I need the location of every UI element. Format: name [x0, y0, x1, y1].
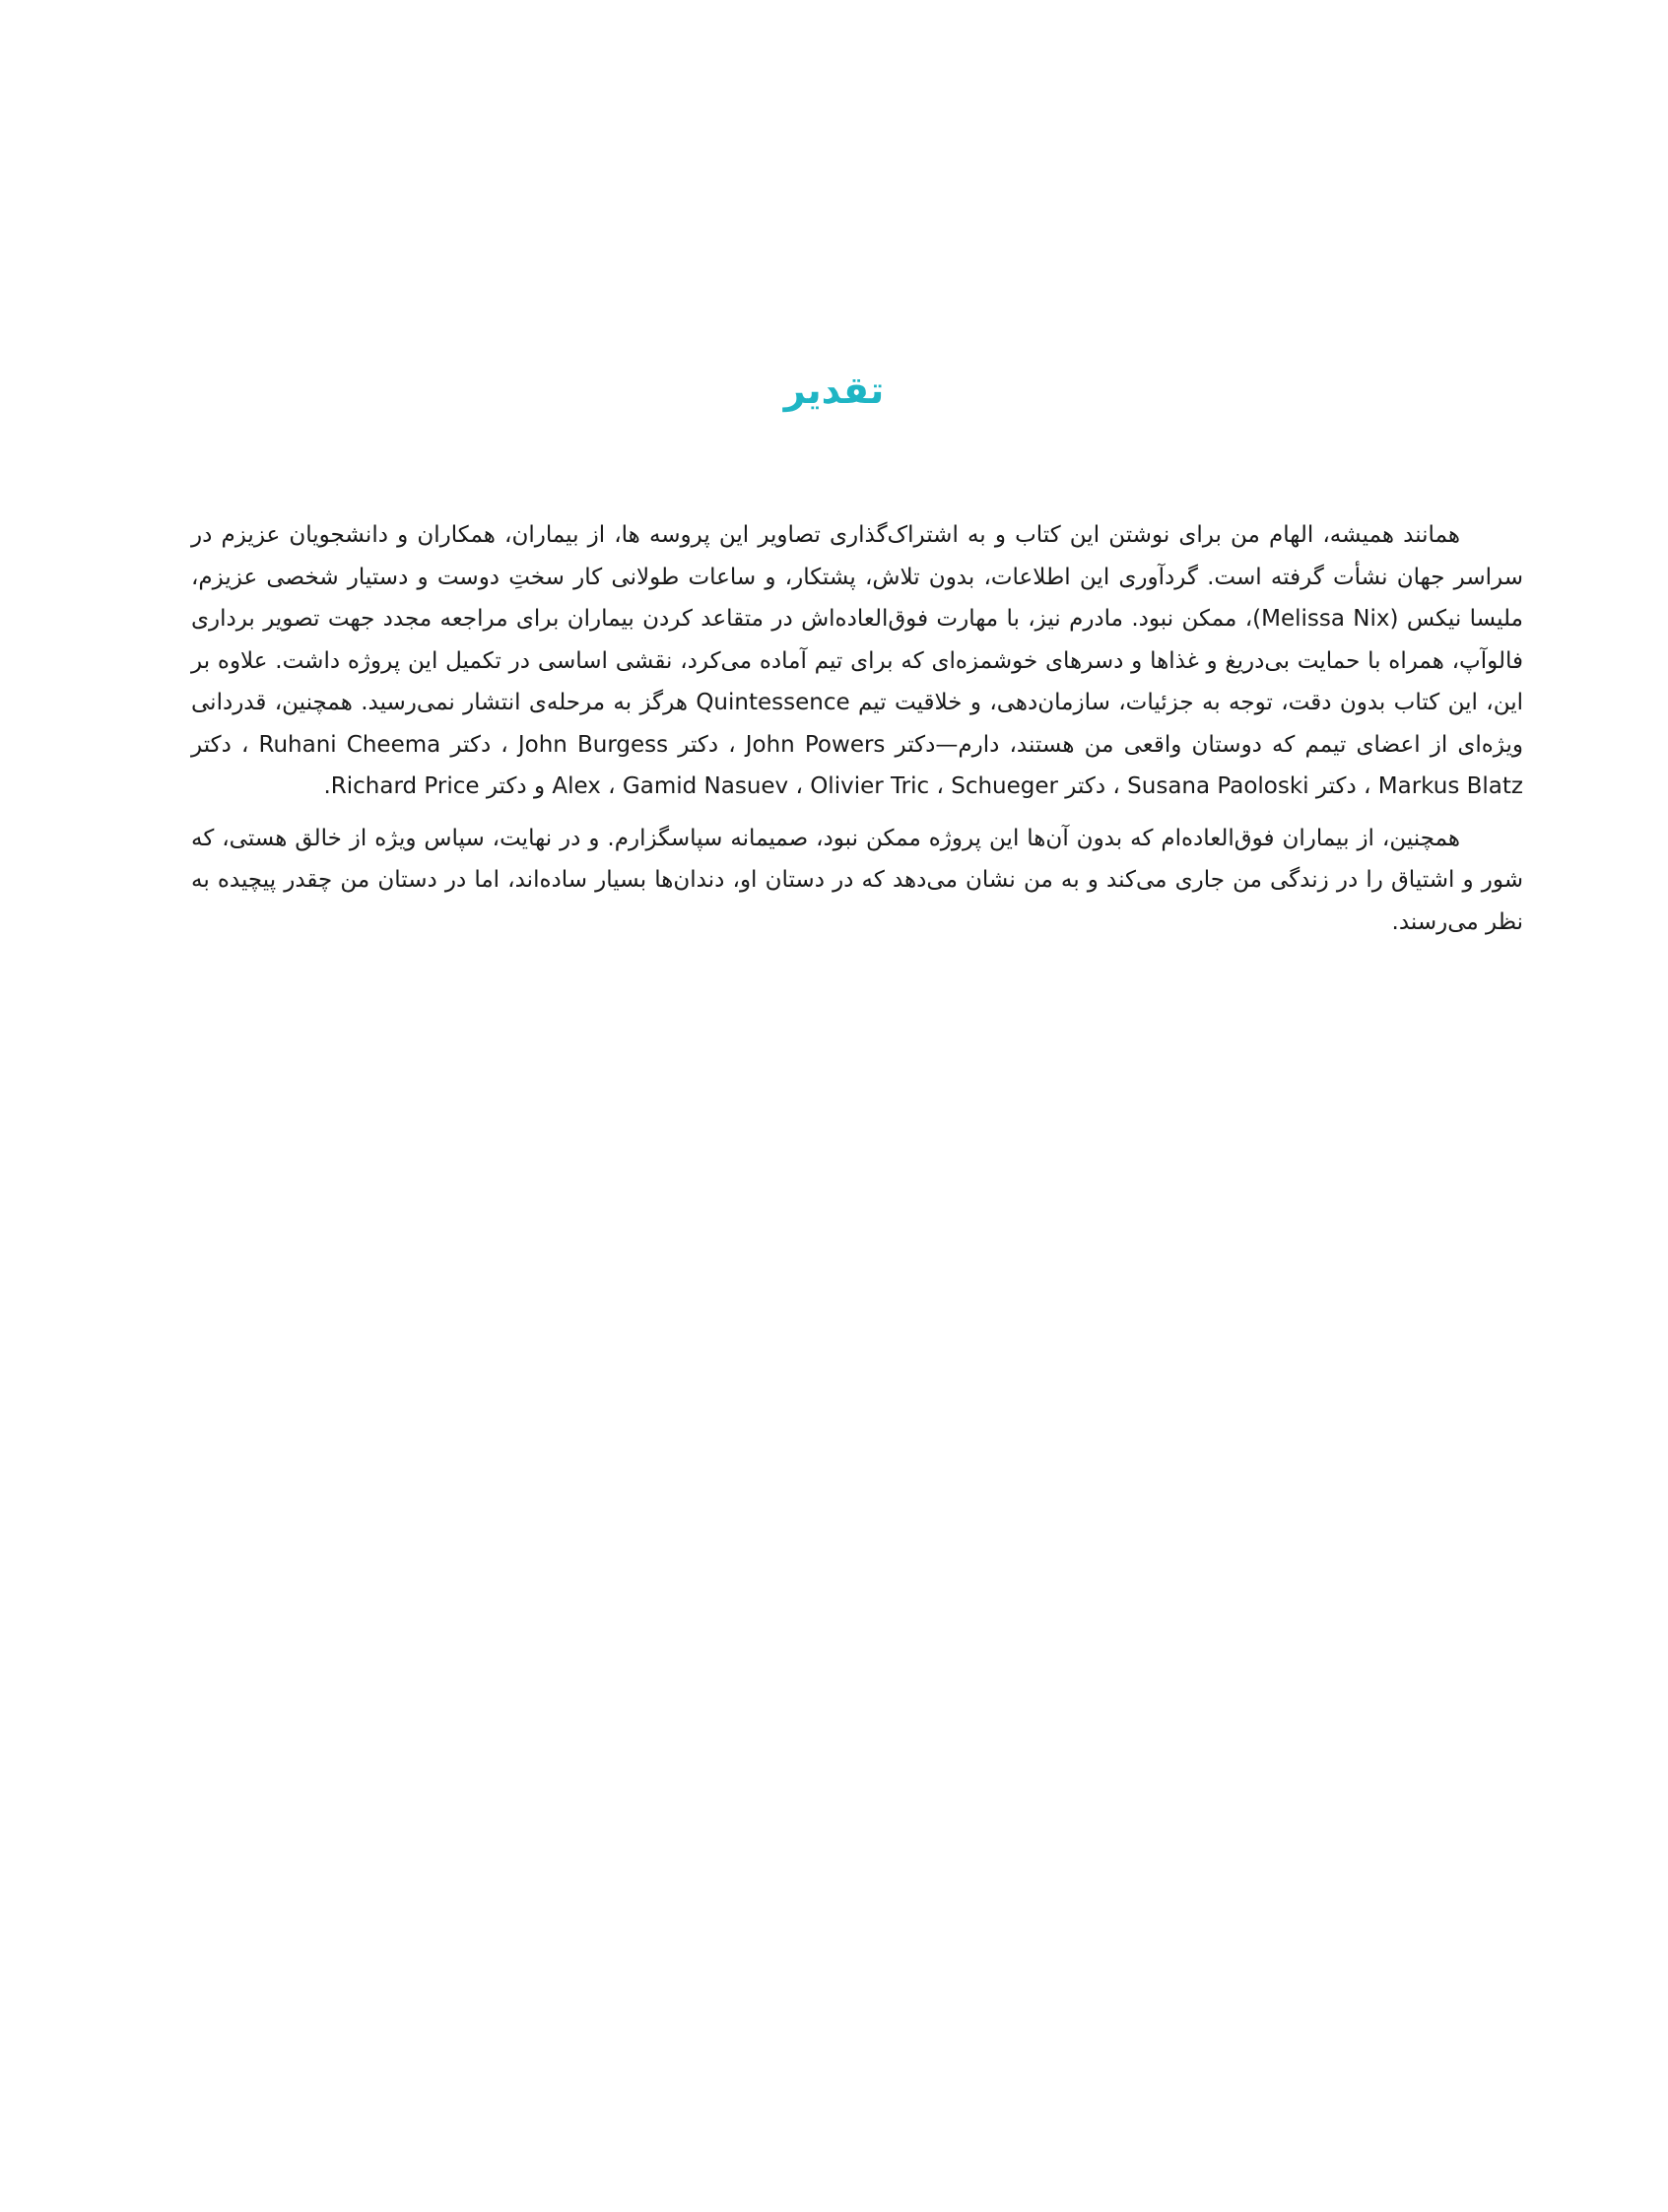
page-title: تقدیر — [783, 369, 885, 412]
paragraph-acknowledgements: همانند همیشه، الهام من برای نوشتن این کتاب و به اشتراک‌گذاری تصاویر این پروسه ها، از بیماران، همکاران و دانشجویان عزیزم در سراسر جهان نشأت گرفته است. گردآوری این اطلاعات، بدون تلاش، پشتکار، و ساعات طولانی کار سختِ دوست و دستیار شخصی عزیزم، ملیسا نیکس (Melissa Nix)، ممکن نبود. مادرم نیز، با مهارت فوق‌العاده‌اش در متقاعد کردن بیماران برای مراجعه مجدد جهت تصویر برداری فالوآپ، همراه با حمایت بی‌دریغ و غذاها و دسرهای خوشمزه‌ای که برای تیم آماده می‌کرد، نقشی اساسی در تکمیل این پروژه داشت. علاوه بر این، این کتاب بدون دقت، توجه به جزئیات، سازمان‌دهی، و خلاقیت تیم Quintessence هرگز به مرحله‌ی انتشار نمی‌رسید. همچنین، قدردانی ویژه‌ای از اعضای تیمم که دوستان واقعی من هستند، دارم—دکتر John Powers ، دکتر John Burgess ، دکتر Ruhani Cheema ، دکتر Markus Blatz ، دکتر Susana Paoloski ، دکتر Alex ، Gamid Nasuev ، Olivier Tric ، Schueger و دکتر Richard Price. — [191, 522, 1523, 799]
paragraph-closing: همچنین، از بیماران فوق‌العاده‌ام که بدون آن‌ها این پروژه ممکن نبود، صمیمانه سپاسگزارم. و در نهایت، سپاس ویژه از خالق هستی، که شور و اشتیاق را در زندگی من جاری می‌کند و به من نشان می‌دهد که در دستان او، دندان‌ها بسیار ساده‌اند، اما در دستان من چقدر پیچیده به نظر می‌رسند. — [191, 825, 1523, 935]
body-text — [191, 514, 1523, 953]
